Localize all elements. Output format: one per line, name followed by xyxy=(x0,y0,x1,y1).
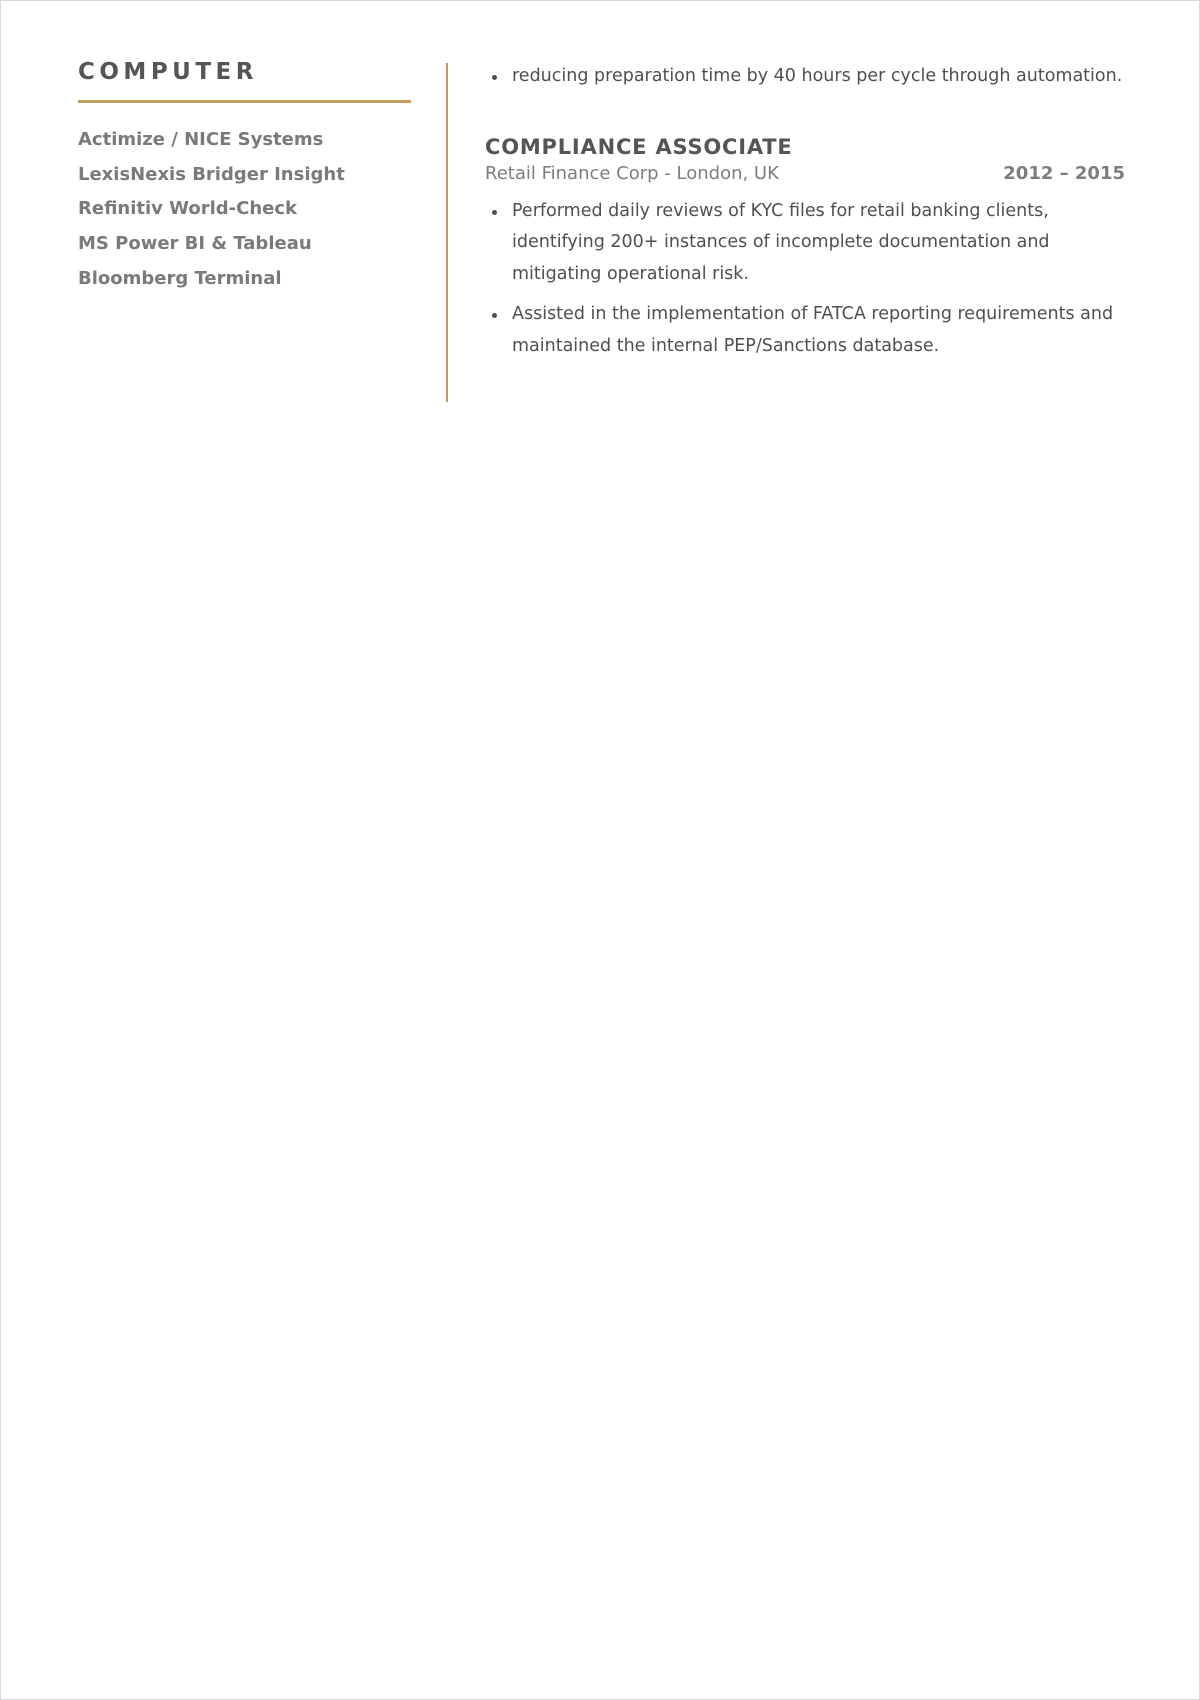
job-title: COMPLIANCE ASSOCIATE xyxy=(485,134,793,159)
column-divider xyxy=(446,63,448,402)
job-meta xyxy=(485,161,1125,187)
skill-item: Bloomberg Terminal xyxy=(78,267,282,289)
computer-skills-list xyxy=(78,123,411,297)
bullet-item: reducing preparation time by 40 hours per cycle through automation. xyxy=(485,61,1125,93)
skill-item: LexisNexis Bridger Insight xyxy=(78,163,345,185)
bullet-item: Assisted in the implementation of FATCA reporting requirements and maintained the internal PEP/Sanctions database. xyxy=(485,299,1125,362)
heading-underline xyxy=(78,100,411,103)
skill-item: MS Power BI & Tableau xyxy=(78,233,312,255)
job-bullets xyxy=(485,196,1125,363)
skill-item: Actimize / NICE Systems xyxy=(78,129,324,150)
previous-job-bullets xyxy=(485,61,1125,93)
skill-item: Refinitiv World-Check xyxy=(78,198,298,220)
computer-section-heading: COMPUTER xyxy=(78,59,258,85)
sidebar xyxy=(78,57,411,297)
job-entry xyxy=(485,133,1125,363)
experience-column xyxy=(485,61,1125,371)
job-company: Retail Finance Corp - London, UK xyxy=(485,162,779,184)
bullet-item: Performed daily reviews of KYC files for retail banking clients, identifying 200+ instances of incomplete documentation and mitigating operational risk. xyxy=(485,196,1125,291)
job-dates: 2012 – 2015 xyxy=(1003,162,1125,184)
